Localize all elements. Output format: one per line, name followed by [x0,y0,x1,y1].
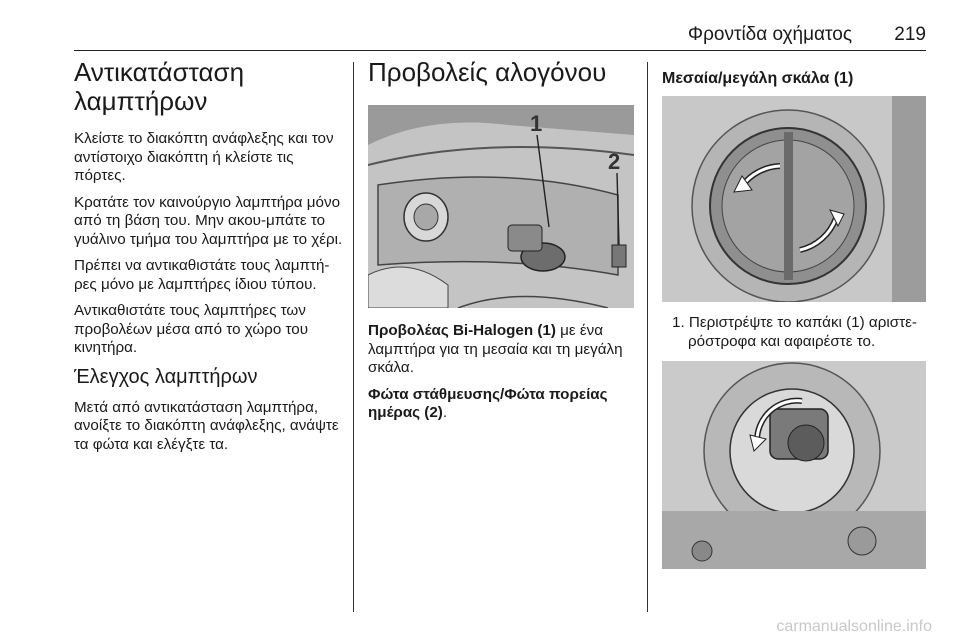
figure-label-2: 2 [608,149,621,174]
text: . [442,404,448,421]
cap-drawing [662,96,926,302]
page-header [74,0,926,51]
cap-removal-illustration [662,96,926,302]
bold-term: Προβολέας Bi-Halogen (1) [368,322,556,339]
bold-term: Φώτα στάθμευσης/Φώτα πορείας ημέρας (2) [368,385,608,421]
step-number: 1. [672,314,685,331]
subsection-title-bulb-check: Έλεγχος λαμπτήρων [74,365,258,388]
text: με ένα λαμπτήρα για τη μεσαία και τη μεγάλη σκάλα. [368,322,623,376]
paragraph: Πρέπει να αντικαθιστάτε τους λαμπτή-ρες μόνο με λαμπτήρες ίδιου τύπου. [74,257,330,293]
paragraph-parking-lights [368,386,634,423]
column-low-high-beam [662,58,928,569]
section-title-bulb-replacement: Αντικατάσταση λαμπτήρων [74,57,245,116]
bulb-drawing [662,361,926,569]
headlight-illustration [368,105,634,308]
column-bulb-replacement [74,58,344,462]
figure-label-1: 1 [530,111,543,136]
watermark: carmanualsonline.info [776,618,932,635]
step-1 [662,314,928,351]
paragraph: Μετά από αντικατάσταση λαμπτήρα, ανοίξτε το διακόπτη ανάφλεξης, ανάψτε τα φώτα και ελέγξτε τα. [74,398,339,453]
bulb-removal-illustration [662,361,926,569]
column-divider-2 [647,62,648,612]
headlight-drawing [368,105,634,308]
paragraph: Κλείστε το διακόπτη ανάφλεξης και τον αντίστοιχο διακόπτη ή κλείστε τις πόρτες. [74,130,334,184]
running-title: Φροντίδα οχήματος [687,24,852,45]
section-title-halogen-headlights: Προβολείς αλογόνου [368,57,607,87]
paragraph: Κρατάτε τον καινούργιο λαμπτήρα μόνο από τη βάση του. Μην ακου-μπάτε το γυάλινο τμήμα του λαμπτήρα με το χέρι. [74,193,343,248]
step-text: Περιστρέψτε το καπάκι (1) αριστε-ρόστροφα και αφαιρέστε το. [688,314,917,350]
paragraph-bi-halogen [368,322,634,378]
column-divider-1 [353,62,354,612]
paragraph: Αντικαθιστάτε τους λαμπτήρες των προβολέων μέσα από το χώρο του κινητήρα. [74,302,309,356]
section-title-low-high-beam: Μεσαία/μεγάλη σκάλα (1) [662,70,854,87]
page-number: 219 [894,24,926,45]
column-halogen-headlights [368,58,634,431]
